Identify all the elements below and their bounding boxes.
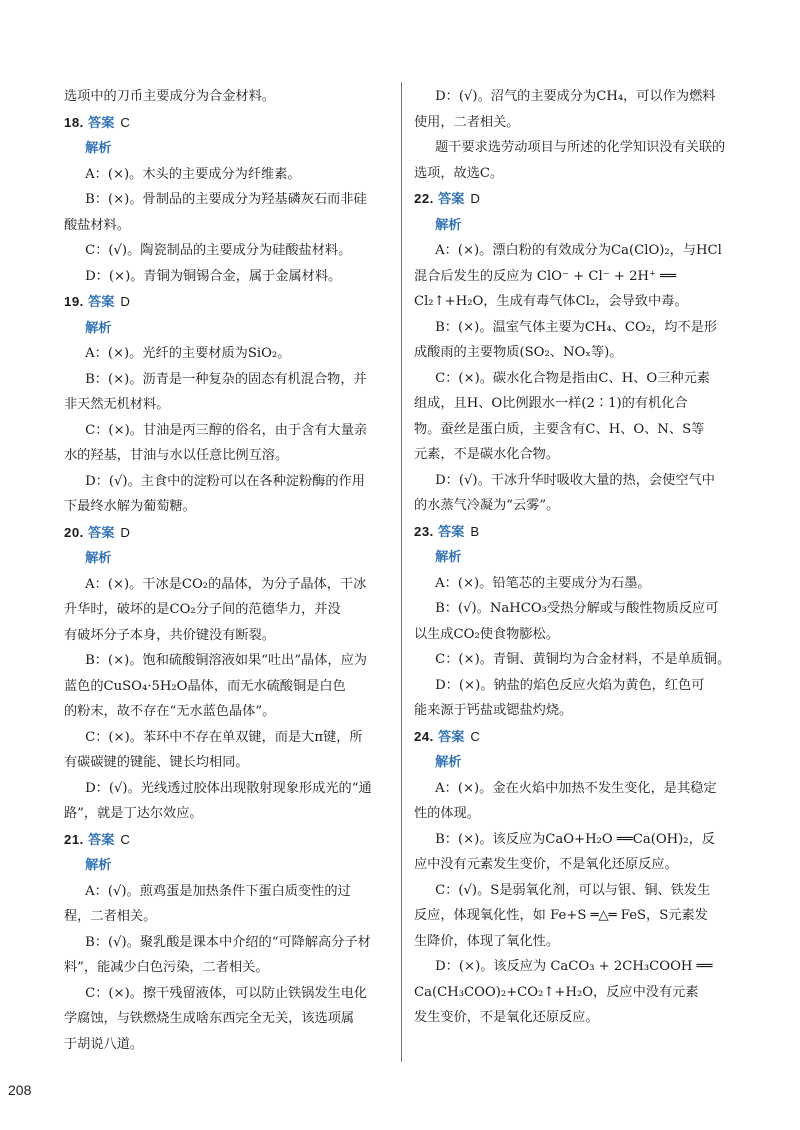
analysis-line: 有破坏分子本身，共价键没有断裂。	[64, 627, 275, 643]
right-column	[414, 84, 744, 1031]
analysis-line: C：(×)。擦干残留液体，可以防止铁锅发生电化	[85, 985, 368, 1001]
analysis-line: B：(√)。聚乳酸是课本中介绍的“可降解高分子材	[85, 934, 371, 950]
analysis-label: 解析	[85, 320, 112, 336]
analysis-line: C：(×)。碳水化合物是指由C、H、O三种元素	[435, 370, 710, 386]
analysis-line: A：(×)。铅笔芯的主要成分为石墨。	[435, 575, 651, 591]
analysis-line: B：(×)。饱和硫酸铜溶液如果“吐出”晶体，应为	[85, 653, 367, 668]
analysis-line: 有碳碳键的键能、键长均相同。	[64, 755, 249, 770]
question-18-header	[64, 110, 394, 137]
analysis-line: 发生变价，不是氧化还原反应。	[414, 1010, 599, 1025]
analysis-line: 下最终水解为葡萄糖。	[64, 499, 196, 514]
question-number: 22.	[414, 191, 434, 206]
analysis-line: 的水蒸气冷凝为“云雾”。	[414, 498, 560, 513]
analysis-line: 使用，二者相关。	[414, 114, 520, 130]
analysis-line: D：(√)。光线透过胶体出现散射现象形成光的“通	[85, 780, 372, 796]
analysis-line: D：(√)。干冰升华时吸收大量的热，会使空气中	[435, 472, 715, 488]
analysis-line: 组成，且H、O比例跟水一样(2∶1)的有机化合	[414, 396, 688, 411]
answer-value: D	[120, 294, 130, 309]
analysis-line: C：(×)。苯环中不存在单双键，而是大π键，所	[85, 729, 363, 745]
analysis-line: 的粉末，故不存在“无水蓝色晶体”。	[64, 704, 276, 719]
analysis-line: C：(√)。陶瓷制品的主要成分为硅酸盐材料。	[85, 243, 352, 258]
analysis-line: Ca(CH₃COO)₂+CO₂↑+H₂O，反应中没有元素	[414, 984, 699, 1000]
analysis-line: 选项，故选C。	[414, 165, 504, 181]
analysis-line: A：(×)。光纤的主要材质为SiO₂。	[85, 346, 291, 361]
analysis-line: 路”，就是丁达尔效应。	[64, 806, 203, 821]
analysis-line: B：(√)。NaHCO₃受热分解或与酸性物质反应可	[435, 601, 719, 616]
answer-label: 答案	[438, 524, 465, 540]
analysis-line: 升华时，破坏的是CO₂分子间的范德华力，并没	[64, 602, 341, 617]
analysis-line: 元素，不是碳水化合物。	[414, 447, 560, 462]
analysis-line: B：(×)。沥青是一种复杂的固态有机混合物，并	[85, 371, 367, 387]
question-number: 21.	[64, 831, 84, 847]
analysis-line: A：(√)。煎鸡蛋是加热条件下蛋白质变性的过	[85, 883, 351, 899]
answer-label: 答案	[438, 729, 465, 745]
answer-value: D	[470, 191, 480, 206]
analysis-line: 于胡说八道。	[64, 1036, 144, 1052]
analysis-line: D：(√)。沼气的主要成分为CH₄，可以作为燃料	[435, 89, 716, 104]
answer-value: C	[470, 728, 480, 744]
intro-line: 选项中的刀币主要成分为合金材料。	[64, 89, 275, 104]
answer-label: 答案	[438, 192, 465, 207]
question-number: 23.	[414, 523, 434, 539]
analysis-line: 应中没有元素发生变价，不是氧化还原反应。	[414, 857, 678, 872]
column-divider	[401, 82, 402, 1062]
analysis-line: A：(×)。干冰是CO₂的晶体，为分子晶体，干冰	[85, 576, 367, 592]
question-20-header	[64, 520, 394, 547]
question-number: 18.	[64, 114, 84, 130]
analysis-line: 以生成CO₂使食物膨松。	[414, 626, 559, 642]
analysis-line: C：(×)。甘油是丙三醇的俗名，由于含有大量亲	[85, 422, 368, 438]
analysis-line: 生降价，体现了氧化性。	[414, 933, 560, 949]
analysis-label: 解析	[435, 755, 462, 770]
analysis-line: D：(×)。钠盐的焰色反应火焰为黄色，红色可	[435, 677, 705, 693]
answer-label: 答案	[88, 525, 115, 541]
analysis-line: 酸盐材料。	[64, 217, 130, 233]
analysis-line: 能来源于钙盐或锶盐灼烧。	[414, 703, 573, 718]
analysis-line: 成酸雨的主要物质(SO₂、NOₓ等)。	[414, 345, 623, 360]
analysis-label: 解析	[85, 141, 112, 156]
question-number: 19.	[64, 294, 84, 309]
analysis-line: D：(√)。主食中的淀粉可以在各种淀粉酶的作用	[85, 473, 365, 489]
answer-value: C	[120, 831, 130, 847]
analysis-line: B：(×)。骨制品的主要成分为羟基磷灰石而非硅	[85, 192, 367, 207]
analysis-label: 解析	[435, 217, 462, 233]
answer-value: C	[120, 114, 130, 130]
analysis-line: D：(×)。青铜为铜锡合金，属于金属材料。	[85, 268, 342, 284]
question-24-header	[414, 724, 744, 751]
analysis-line: 程，二者相关。	[64, 909, 157, 924]
analysis-line: 性的体现。	[414, 806, 480, 821]
analysis-line: 混合后发生的反应为 ClO⁻ + Cl⁻ + 2H⁺ ══	[414, 268, 677, 284]
analysis-line: 学腐蚀，与铁燃烧生成啥东西完全无关，该选项属	[64, 1011, 355, 1026]
question-number: 20.	[64, 524, 84, 540]
question-number: 24.	[414, 728, 434, 744]
analysis-line: A：(×)。木头的主要成分为纤维素。	[85, 166, 301, 182]
left-column	[64, 84, 394, 1057]
answer-label: 答案	[88, 832, 115, 848]
analysis-line: 料”，能减少白色污染，二者相关。	[64, 960, 269, 975]
answer-value: D	[120, 524, 130, 540]
answer-label: 答案	[88, 115, 115, 131]
answer-value: B	[470, 523, 480, 539]
question-19-header	[64, 289, 394, 316]
page-number: 208	[8, 1082, 32, 1098]
analysis-line: B：(×)。温室气体主要为CH₄、CO₂，均不是形	[435, 319, 718, 335]
analysis-line: B：(×)。该反应为CaO+H₂O ══Ca(OH)₂，反	[435, 831, 715, 847]
analysis-line: A：(×)。漂白粉的有效成分为Ca(ClO)₂，与HCl	[435, 243, 722, 258]
question-21-header	[64, 827, 394, 854]
analysis-line: 反应，体现氧化性，如 Fe+S ═△═ FeS，S元素发	[414, 908, 708, 923]
question-23-header	[414, 519, 744, 546]
question-22-header	[414, 186, 744, 213]
analysis-line: Cl₂↑+H₂O，生成有毒气体Cl₂，会导致中毒。	[414, 294, 688, 309]
analysis-line: 物。蚕丝是蛋白质，主要含有C、H、O、N、S等	[414, 421, 705, 437]
analysis-label: 解析	[85, 858, 112, 873]
analysis-label: 解析	[435, 550, 462, 565]
analysis-line: 水的羟基，甘油与水以任意比例互溶。	[64, 448, 289, 463]
analysis-line: 题干要求选劳动项目与所述的化学知识没有关联的	[435, 140, 726, 155]
answer-label: 答案	[88, 295, 115, 310]
analysis-line: 非天然无机材料。	[64, 397, 170, 412]
analysis-line: D：(×)。该反应为 CaCO₃ + 2CH₃COOH ══	[435, 959, 713, 974]
analysis-line: C：(√)。S是弱氧化剂，可以与银、铜、铁发生	[435, 882, 711, 898]
analysis-line: C：(×)。青铜、黄铜均为合金材料，不是单质铜。	[435, 652, 731, 667]
analysis-label: 解析	[85, 551, 112, 566]
analysis-line: 蓝色的CuSO₄·5H₂O晶体，而无水硫酸铜是白色	[64, 678, 346, 694]
analysis-line: A：(×)。金在火焰中加热不发生变化，是其稳定	[435, 780, 717, 796]
